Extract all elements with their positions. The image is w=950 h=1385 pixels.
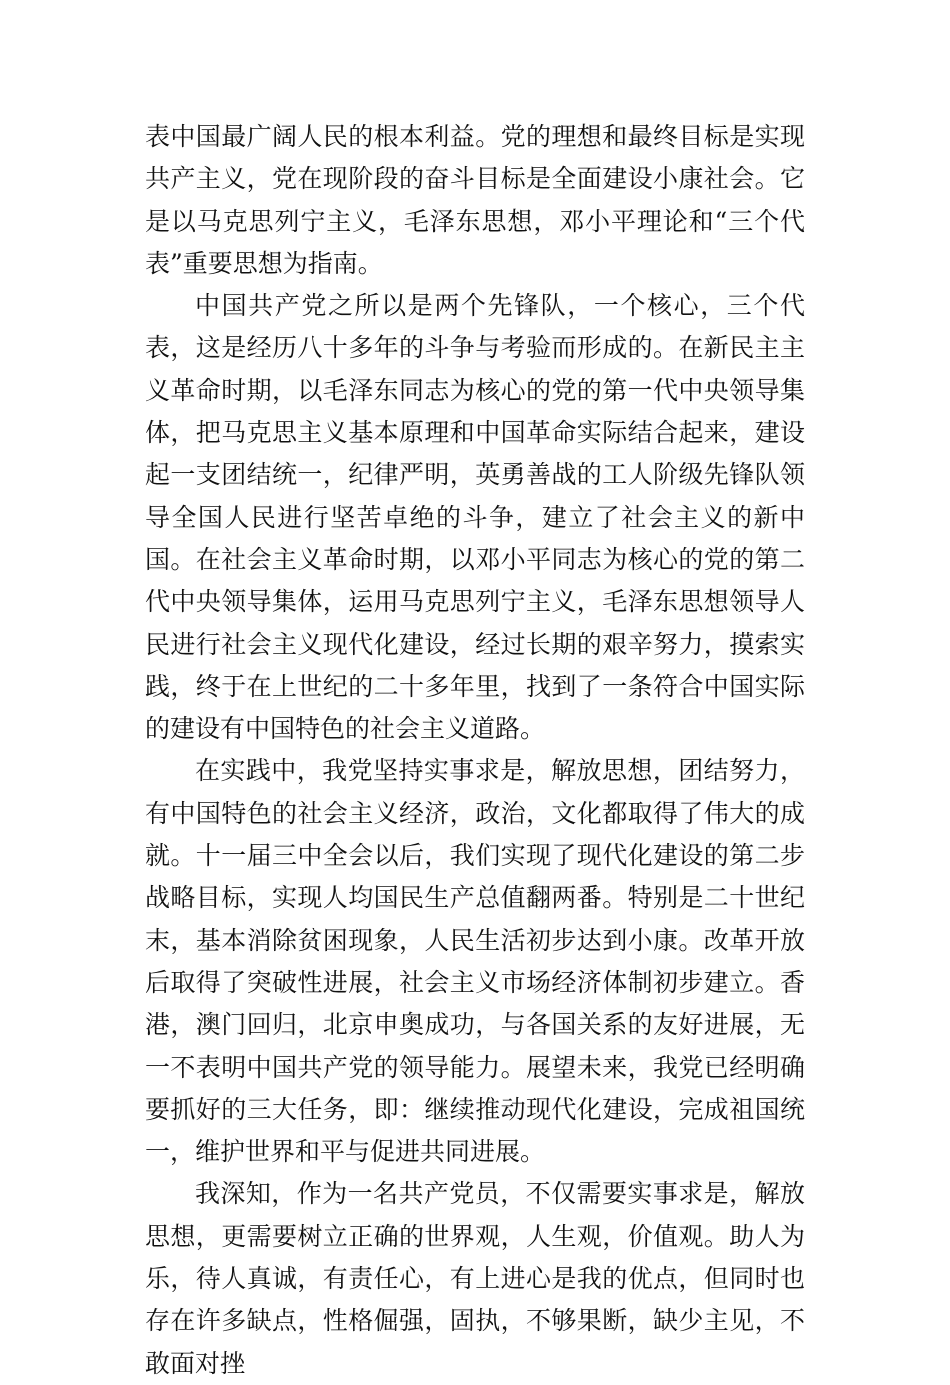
paragraph-3: 在实践中，我党坚持实事求是，解放思想，团结努力，有中国特色的社会主义经济，政治，文化都取得了伟大的成就。十一届三中全会以后，我们实现了现代化建设的第二步战略目标，实现人均国民生产总值翻两番。特别是二十世纪末，基本消除贫困现象，人民生活初步达到小康。改革开放后取得了突破性进展，社会主义市场经济体制初步建立。香港，澳门回归，北京申奥成功，与各国关系的友好进展，无一不表明中国共产党的领导能力。展望未来，我党已经明确要抓好的三大任务，即：继续推动现代化建设，完成祖国统一，维护世界和平与促进共同进展。 (145, 756, 805, 1167)
paragraph-1: 表中国最广阔人民的根本利益。党的理想和最终目标是实现共产主义，党在现阶段的奋斗目标是全面建设小康社会。它是以马克思列宁主义，毛泽东思想，邓小平理论和“三个代表”重要思想为指南。 (145, 122, 805, 278)
paragraph-4: 我深知，作为一名共产党员，不仅需要实事求是，解放思想，更需要树立正确的世界观，人生观，价值观。助人为乐，待人真诚，有责任心，有上进心是我的优点，但同时也存在许多缺点，性格倔强，固执，不够果断，缺少主见，不敢面对挫 (145, 1179, 805, 1378)
paragraph-2: 中国共产党之所以是两个先锋队，一个核心，三个代表，这是经历八十多年的斗争与考验而形成的。在新民主主义革命时期，以毛泽东同志为核心的党的第一代中央领导集体，把马克思主义基本原理和中国革命实际结合起来，建设起一支团结统一，纪律严明，英勇善战的工人阶级先锋队领导全国人民进行坚苦卓绝的斗争，建立了社会主义的新中国。在社会主义革命时期，以邓小平同志为核心的党的第二代中央领导集体，运用马克思列宁主义，毛泽东思想领导人民进行社会主义现代化建设，经过长期的艰辛努力，摸索实践，终于在上世纪的二十多年里，找到了一条符合中国实际的建设有中国特色的社会主义道路。 (145, 291, 805, 744)
document-page (145, 116, 805, 1385)
